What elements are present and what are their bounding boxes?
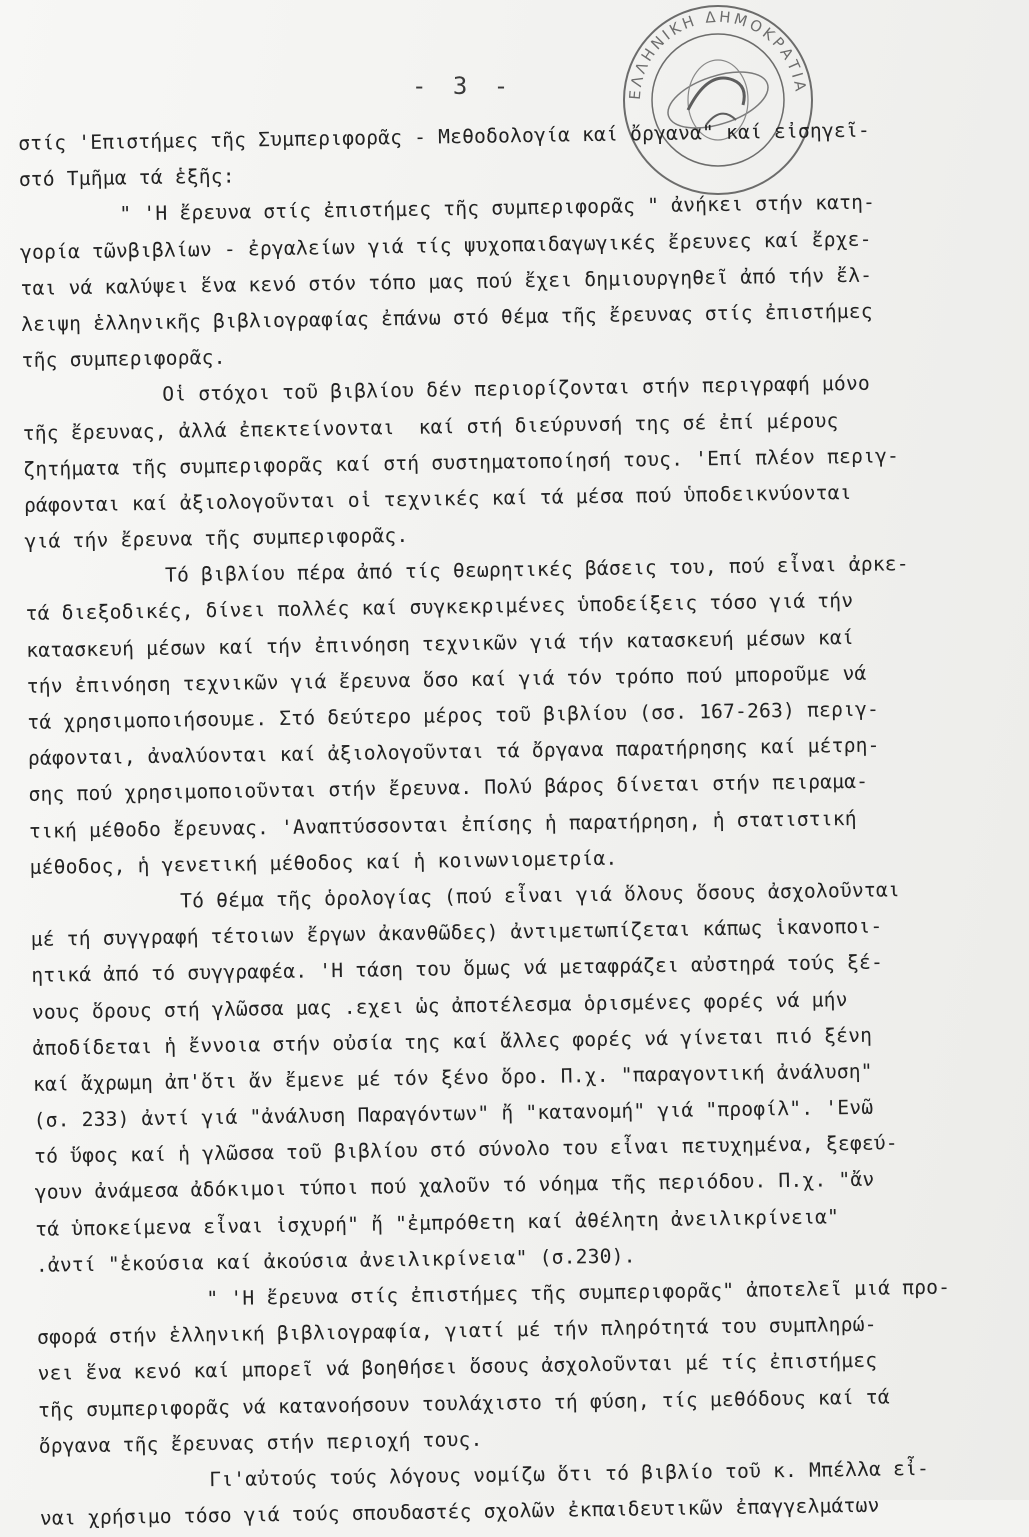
text-line: τῆς συμπεριφορᾶς.	[21, 345, 226, 373]
text-line: τική μέθοδο ἔρευνας. 'Αναπτύσσονται ἐπίσης ἡ παρατήρηση, ἡ στατιστική	[28, 806, 857, 843]
text-line: Τό βιβλίου πέρα ἀπό τίς θεωρητικές βάσεις του, πού εἶναι ἀρκε-	[164, 552, 909, 587]
text-line: ράφονται καί ἀξιολογοῦνται οἱ τεχνικές καί τά μέσα πού ὑποδεικνύονται	[23, 480, 852, 517]
text-line: τά χρησιμοποιήσουμε. Στό δεύτερο μέρος τοῦ βιβλίου (σσ. 167-263) περιγ-	[27, 697, 880, 734]
text-line: ζητήματα τῆς συμπεριφορᾶς καί στή συστηματοποίησή τους. 'Επί πλέον περιγ-	[23, 443, 900, 481]
text-line: λειψη ἑλληνικῆς βιβλιογραφίας ἐπάνω στό θέμα τῆς ἔρευνας στίς ἐπιστήμες	[20, 299, 873, 336]
text-line: μέ τή συγγραφή τέτοιων ἔργων ἀκανθῶδες) ἀντιμετωπίζεται κάπως ἱκανοποι-	[30, 914, 883, 952]
text-line: ἀποδίδεται ἡ ἔννοια στήν οὐσία της καί ἄλλες φορές νά γίνεται πιό ξένη	[32, 1023, 873, 1060]
stamp-ring-text: ΕΛΛΗΝΙΚΗ ΔΗΜΟΚΡΑΤΙΑ	[625, 7, 810, 101]
text-line: ὄργανα τῆς ἔρευνας στήν περιοχή τους.	[38, 1427, 483, 1458]
letter-body	[18, 110, 1029, 1537]
text-line: τά ὑποκείμενα εἶναι ἰσχυρή" ἤ "ἐμπρόθετη καί ἀθέλητη ἀνειλικρίνεια"	[35, 1204, 840, 1241]
text-line: Οἱ στόχοι τοῦ βιβλίου δέν περιορίζονται στήν περιγραφή μόνο	[162, 371, 871, 407]
text-line: τῆς ἔρευνας, ἀλλά ἐπεκτείνονται καί στή διεύρυνσή της σέ ἐπί μέρους	[22, 408, 839, 445]
text-line: ητικά ἀπό τό συγγραφέα. 'Η τάση του ὅμως νά μεταφράζει αὐστηρά τούς ξέ-	[31, 950, 884, 988]
text-line: γορία τῶνβιβλίων - ἐργαλείων γιά τίς ψυχοπαιδαγωγικές ἔρευνες καί ἔρχε-	[19, 227, 872, 264]
text-line: σφορά στήν ἑλληνική βιβλιογραφία, γιατί μέ τήν πληρότητά του συμπληρώ-	[36, 1312, 877, 1350]
text-line: νους ὅρους στή γλῶσσα μας .εχει ὡς ἀποτέλεσμα ὁρισμένες φορές νά μήν	[31, 987, 848, 1024]
text-line: τῆς συμπεριφορᾶς νά κατανοήσουν τουλάχιστο τή φύση, τίς μεθόδους καί τά	[37, 1385, 890, 1422]
text-line: καί ἄχρωμη ἀπ'ὅτι ἄν ἔμενε μέ τόν ξένο ὅρο. Π.χ. "παραγοντική ἀνάλυση"	[32, 1059, 873, 1096]
text-line: " 'Η ἔρευνα στίς ἐπιστήμες τῆς συμπεριφορᾶς" ἀποτελεῖ μιά προ-	[206, 1275, 951, 1311]
text-line: τήν ἐπινόηση τεχνικῶν γιά ἔρευνα ὅσο καί γιά τόν τρόπο πού μποροῦμε νά	[26, 661, 867, 698]
text-line: .ἀντί "ἑκούσια καί ἀκούσια ἀνειλικρίνεια" (σ.230).	[35, 1244, 636, 1277]
text-line: κατασκευή μέσων καί τήν ἐπινόηση τεχνικῶν γιά τήν κατασκευή μέσων καί	[26, 625, 855, 662]
text-line: ναι χρήσιμο τόσο γιά τούς σπουδαστές σχολῶν ἐκπαιδευτικῶν ἐπαγγελμάτων	[39, 1493, 880, 1530]
text-line: στίς 'Επιστήμες τῆς Συμπεριφορᾶς - Μεθοδολογία καί ὄργανα" καί εἰσηγεῖ-	[18, 118, 871, 155]
text-line: ράφονται, ἀναλύονται καί ἀξιολογοῦνται τά ὄργανα παρατήρησης καί μέτρη-	[27, 733, 880, 771]
page-number: - 3 -	[412, 72, 515, 100]
text-line: γιά τήν ἔρευνα τῆς συμπεριφορᾶς.	[24, 523, 409, 554]
text-line: γουν ἀνάμεσα ἀδόκιμοι τύποι πού χαλοῦν τό νόημα τῆς περιόδου. Π.χ. "ἄν	[34, 1168, 875, 1205]
text-line: Γι'αὐτούς τούς λόγους νομίζω ὅτι τό βιβλίο τοῦ κ. Μπέλλα εἶ-	[209, 1456, 930, 1492]
text-line: στό Τμῆμα τά ἑξῆς:	[18, 164, 235, 192]
text-line: (σ. 233) ἀντί γιά "ἀνάλυση Παραγόντων" ἤ "κατανομή" γιά "προφίλ". 'Ενῶ	[33, 1095, 874, 1132]
text-line: τά διεξοδικές, δίνει πολλές καί συγκεκριμένες ὑποδείξεις τόσο γιά τήν	[25, 589, 854, 626]
text-line: ται νά καλύψει ἕνα κενό στόν τόπο μας πού ἔχει δημιουργηθεῖ ἀπό τήν ἔλ-	[20, 263, 873, 300]
text-line: Τό θέμα τῆς ὁρολογίας (πού εἶναι γιά ὅλους ὅσους ἀσχολοῦνται	[180, 878, 901, 913]
text-line: τό ὕφος καί ἡ γλῶσσα τοῦ βιβλίου στό σύνολο του εἶναι πετυχημένα, ξεφεύ-	[34, 1131, 899, 1169]
text-line: " 'Η ἔρευνα στίς ἐπιστήμες τῆς συμπεριφορᾶς " ἀνήκει στήν κατη-	[119, 190, 876, 226]
text-line: νει ἕνα κενό καί μπορεῖ νά βοηθήσει ὅσους ἀσχολοῦνται μέ τίς ἐπιστήμες	[37, 1349, 878, 1386]
text-line: σης πού χρησιμοποιοῦνται στήν ἔρευνα. Πολύ βάρος δίνεται στήν πειραμα-	[28, 770, 869, 807]
text-line: μέθοδος, ἡ γενετική μέθοδος καί ἡ κοινωνιομετρία.	[29, 846, 618, 879]
